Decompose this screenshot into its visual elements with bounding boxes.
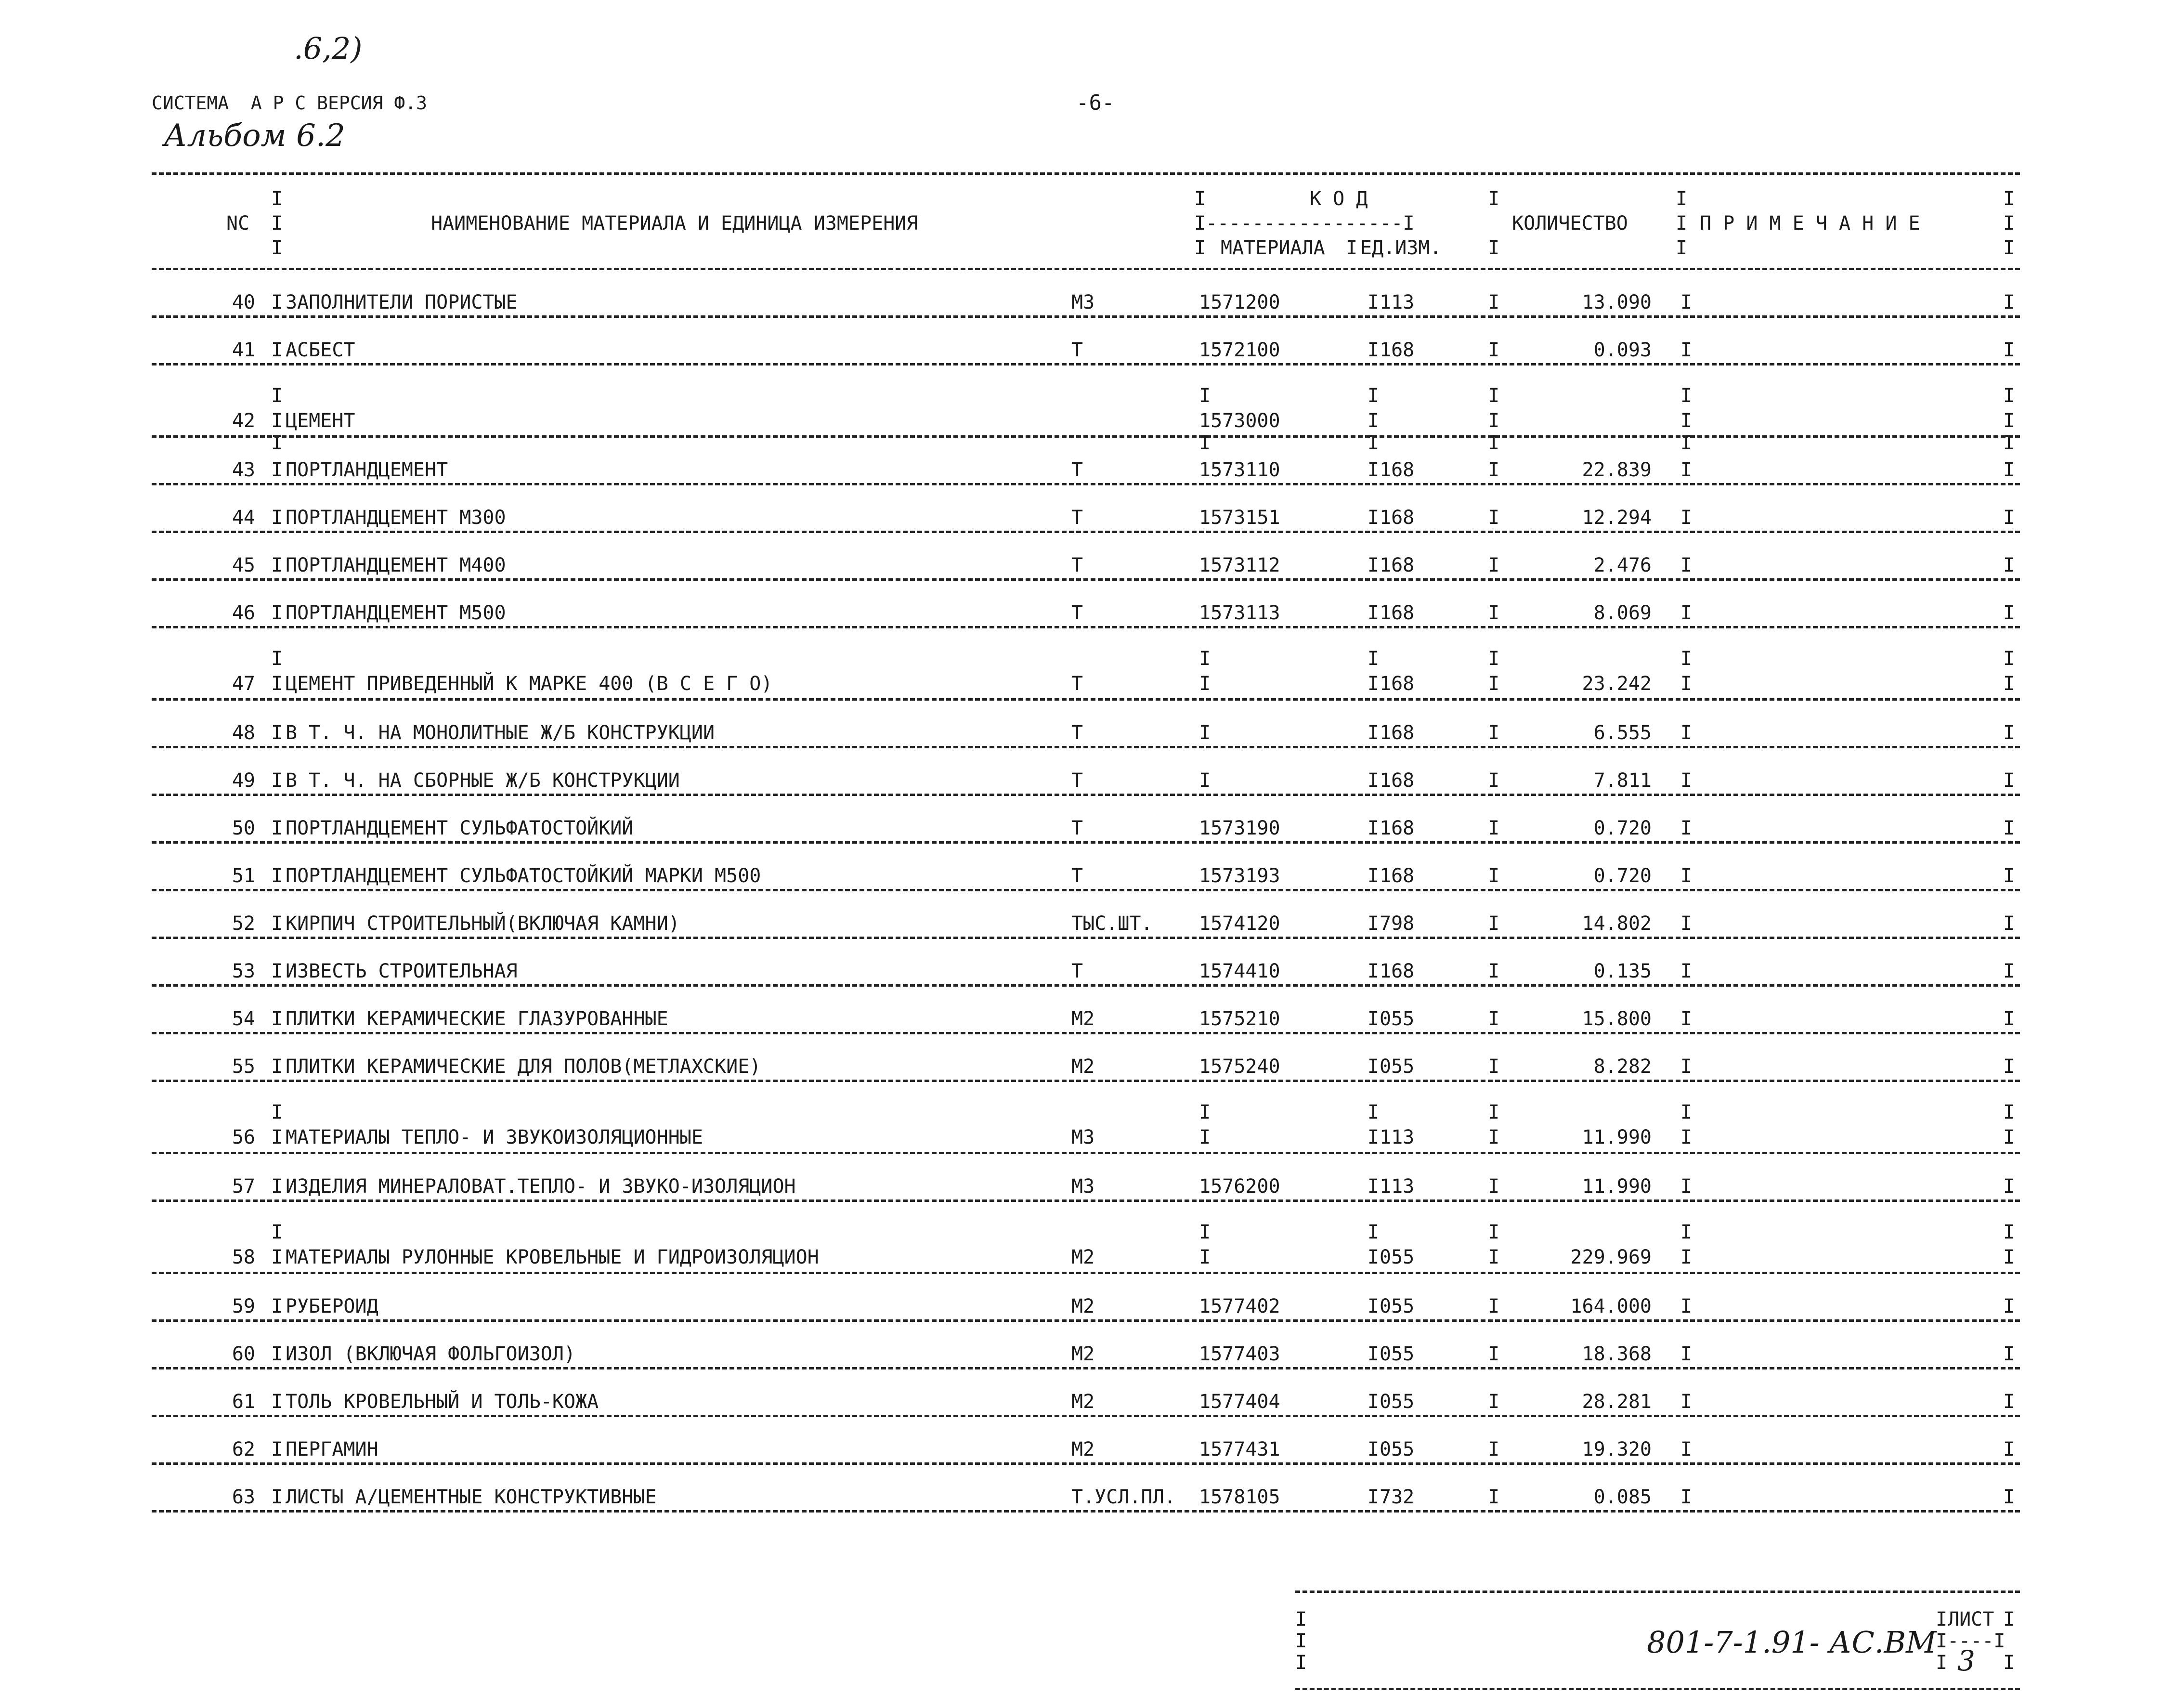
unit-code: 168 [1380,339,1415,361]
unit-code: 168 [1380,960,1415,982]
material-name: ПОРТЛАНДЦЕМЕНТ СУЛЬФАТОСТОЙКИЙ МАРКИ М500 [286,865,761,887]
row-number: 48 [232,722,255,744]
material-code: 1575210 [1199,1008,1280,1030]
unit-code: 168 [1380,554,1415,576]
page-number: -6- [1076,91,1115,115]
unit-code: 055 [1380,1295,1415,1317]
unit-code: 732 [1380,1486,1415,1508]
row-divider [152,841,2020,844]
header-nc: NC [226,212,250,235]
quantity: 14.802 [1582,913,1652,935]
material-code: 1577431 [1199,1438,1280,1460]
row-number: 62 [232,1438,255,1460]
row-number: 59 [232,1295,255,1317]
row-divider [152,435,2020,438]
quantity: 0.720 [1593,817,1652,839]
row-divider [152,315,2020,318]
quantity: 12.294 [1582,507,1652,529]
material-code: 1574120 [1199,913,1280,935]
quantity: 0.093 [1593,339,1652,361]
row-divider [152,698,2020,701]
material-name: МАТЕРИАЛЫ РУЛОННЫЕ КРОВЕЛЬНЫЕ И ГИДРОИЗОЛЯЦИОН [286,1246,819,1268]
unit-of-measure: Т [1071,507,1083,529]
row-divider [152,1510,2020,1512]
row-number: 42 [232,410,255,432]
row-number: 41 [232,339,255,361]
header-code-unit: ЕД.ИЗМ. [1360,237,1442,259]
quantity: 7.811 [1593,769,1652,792]
unit-of-measure: М3 [1071,1175,1095,1198]
unit-code: 055 [1380,1246,1415,1268]
row-number: 45 [232,554,255,576]
unit-code: 168 [1380,865,1415,887]
top-handwritten-note: .6,2) [294,31,363,66]
quantity: 28.281 [1582,1391,1652,1413]
row-divider [152,1080,2020,1082]
material-code: 1573113 [1199,602,1280,624]
row-number: 60 [232,1343,255,1365]
material-name: ЦЕМЕНТ [286,410,355,432]
unit-of-measure: М3 [1071,291,1095,313]
material-name: В Т. Ч. НА МОНОЛИТНЫЕ Ж/Б КОНСТРУКЦИИ [286,722,715,744]
material-name: ПОРТЛАНДЦЕМЕНТ [286,459,448,481]
row-number: 55 [232,1056,255,1078]
material-name: ПОРТЛАНДЦЕМЕНТ СУЛЬФАТОСТОЙКИЙ [286,817,634,839]
quantity: 2.476 [1593,554,1652,576]
quantity: 13.090 [1582,291,1652,313]
header-code: К О Д [1310,188,1368,210]
quantity: 19.320 [1582,1438,1652,1460]
material-name: ИЗДЕЛИЯ МИНЕРАЛОВАТ.ТЕПЛО- И ЗВУКО-ИЗОЛЯЦИОН [286,1175,796,1198]
row-divider [152,889,2020,891]
sheet-label: ЛИСТ [1948,1608,1994,1630]
row-number: 40 [232,291,255,313]
row-number: 61 [232,1391,255,1413]
row-number: 56 [232,1126,255,1148]
unit-of-measure: Т [1071,673,1083,695]
row-number: 58 [232,1246,255,1268]
material-code: 1577404 [1199,1391,1280,1413]
unit-code: 168 [1380,459,1415,481]
row-number: 57 [232,1175,255,1198]
quantity: 0.085 [1593,1486,1652,1508]
row-divider [152,746,2020,748]
material-name: ПЛИТКИ КЕРАМИЧЕСКИЕ ГЛАЗУРОВАННЫЕ [286,1008,668,1030]
unit-of-measure: Т.УСЛ.ПЛ. [1071,1486,1176,1508]
quantity: 11.990 [1582,1175,1652,1198]
unit-of-measure: Т [1071,339,1083,361]
material-code: 1573151 [1199,507,1280,529]
material-name: РУБЕРОИД [286,1295,378,1317]
unit-of-measure: М2 [1071,1056,1095,1078]
row-number: 52 [232,913,255,935]
quantity: 22.839 [1582,459,1652,481]
material-name: ПОРТЛАНДЦЕМЕНТ М400 [286,554,506,576]
material-code: 1578105 [1199,1486,1280,1508]
unit-code: 055 [1380,1056,1415,1078]
unit-code: 168 [1380,673,1415,695]
material-code: 1571200 [1199,291,1280,313]
material-code: 1574410 [1199,960,1280,982]
row-number: 54 [232,1008,255,1030]
unit-of-measure: М2 [1071,1246,1095,1268]
unit-of-measure: М2 [1071,1438,1095,1460]
unit-code: 168 [1380,769,1415,792]
material-name: В Т. Ч. НА СБОРНЫЕ Ж/Б КОНСТРУКЦИИ [286,769,680,792]
material-name: МАТЕРИАЛЫ ТЕПЛО- И ЗВУКОИЗОЛЯЦИОННЫЕ [286,1126,703,1148]
material-name: ИЗОЛ (ВКЛЮЧАЯ ФОЛЬГОИЗОЛ) [286,1343,576,1365]
row-divider [152,531,2020,533]
material-name: ПЛИТКИ КЕРАМИЧЕСКИЕ ДЛЯ ПОЛОВ(МЕТЛАХСКИЕ) [286,1056,761,1078]
row-divider [152,363,2020,365]
header-note: П Р И М Е Ч А Н И Е [1700,212,1920,235]
quantity: 164.000 [1570,1295,1652,1317]
row-divider [152,984,2020,987]
unit-code: 168 [1380,722,1415,744]
unit-of-measure: Т [1071,459,1083,481]
quantity: 15.800 [1582,1008,1652,1030]
table-top-border [152,172,2020,175]
row-divider [152,578,2020,581]
row-number: 49 [232,769,255,792]
system-version-line: СИСТЕМА А Р С ВЕРСИЯ Ф.3 [152,92,427,114]
unit-code: 055 [1380,1008,1415,1030]
material-name: ЗАПОЛНИТЕЛИ ПОРИСТЫЕ [286,291,518,313]
sheet-number: 3 [1957,1644,1975,1677]
row-divider [152,1200,2020,1202]
material-code: 1575240 [1199,1056,1280,1078]
header-material-name: НАИМЕНОВАНИЕ МАТЕРИАЛА И ЕДИНИЦА ИЗМЕРЕНИЯ [431,212,918,235]
unit-code: 168 [1380,602,1415,624]
unit-code: 113 [1380,1175,1415,1198]
quantity: 11.990 [1582,1126,1652,1148]
header-bottom-border [152,268,2020,270]
unit-of-measure: Т [1071,817,1083,839]
unit-code: 168 [1380,507,1415,529]
material-code: 1573110 [1199,459,1280,481]
material-name: ПЕРГАМИН [286,1438,378,1460]
row-divider [152,626,2020,628]
material-name: ПОРТЛАНДЦЕМЕНТ М300 [286,507,506,529]
material-code: 1573112 [1199,554,1280,576]
row-number: 44 [232,507,255,529]
row-divider [152,1152,2020,1154]
unit-of-measure: М2 [1071,1008,1095,1030]
material-name: КИРПИЧ СТРОИТЕЛЬНЫЙ(ВКЛЮЧАЯ КАМНИ) [286,913,680,935]
album-handwritten-note: Альбом 6.2 [164,118,345,154]
material-code: 1573000 [1199,410,1280,432]
material-name: ПОРТЛАНДЦЕМЕНТ М500 [286,602,506,624]
quantity: 0.135 [1593,960,1652,982]
unit-code: 055 [1380,1438,1415,1460]
unit-code: 798 [1380,913,1415,935]
unit-code: 113 [1380,291,1415,313]
row-number: 46 [232,602,255,624]
unit-code: 168 [1380,817,1415,839]
row-divider [152,1462,2020,1465]
material-code: 1577403 [1199,1343,1280,1365]
document-code: 801-7-1.91- АС.ВМ [1647,1625,1937,1660]
unit-of-measure: Т [1071,554,1083,576]
unit-of-measure: Т [1071,960,1083,982]
row-divider [152,1367,2020,1369]
quantity: 8.069 [1593,602,1652,624]
row-number: 63 [232,1486,255,1508]
row-divider [152,1415,2020,1417]
quantity: 23.242 [1582,673,1652,695]
quantity: 18.368 [1582,1343,1652,1365]
material-name: ЦЕМЕНТ ПРИВЕДЕННЫЙ К МАРКЕ 400 (В С Е Г О) [286,673,773,695]
unit-of-measure: М2 [1071,1343,1095,1365]
unit-of-measure: М2 [1071,1391,1095,1413]
row-divider [152,1319,2020,1322]
row-divider [152,937,2020,939]
unit-of-measure: М3 [1071,1126,1095,1148]
material-code: 1577402 [1199,1295,1280,1317]
unit-of-measure: Т [1071,769,1083,792]
unit-code: 113 [1380,1126,1415,1148]
material-code: 1572100 [1199,339,1280,361]
row-divider [152,1272,2020,1274]
unit-of-measure: М2 [1071,1295,1095,1317]
material-name: АСБЕСТ [286,339,355,361]
unit-code: 055 [1380,1343,1415,1365]
header-code-material: МАТЕРИАЛА [1221,237,1325,259]
row-divider [152,483,2020,485]
quantity: 8.282 [1593,1056,1652,1078]
quantity: 6.555 [1593,722,1652,744]
header-quantity: КОЛИЧЕСТВО [1512,212,1628,235]
unit-of-measure: Т [1071,722,1083,744]
row-number: 51 [232,865,255,887]
quantity: 229.969 [1570,1246,1652,1268]
row-number: 43 [232,459,255,481]
unit-of-measure: ТЫС.ШТ. [1071,913,1153,935]
row-number: 47 [232,673,255,695]
material-name: ТОЛЬ КРОВЕЛЬНЫЙ И ТОЛЬ-КОЖА [286,1391,599,1413]
material-name: ИЗВЕСТЬ СТРОИТЕЛЬНАЯ [286,960,518,982]
material-code: 1576200 [1199,1175,1280,1198]
row-number: 53 [232,960,255,982]
unit-of-measure: Т [1071,602,1083,624]
row-divider [152,794,2020,796]
material-code: 1573190 [1199,817,1280,839]
unit-of-measure: Т [1071,865,1083,887]
row-divider [152,1032,2020,1034]
material-name: ЛИСТЫ А/ЦЕМЕНТНЫЕ КОНСТРУКТИВНЫЕ [286,1486,657,1508]
row-number: 50 [232,817,255,839]
material-code: 1573193 [1199,865,1280,887]
unit-code: 055 [1380,1391,1415,1413]
quantity: 0.720 [1593,865,1652,887]
